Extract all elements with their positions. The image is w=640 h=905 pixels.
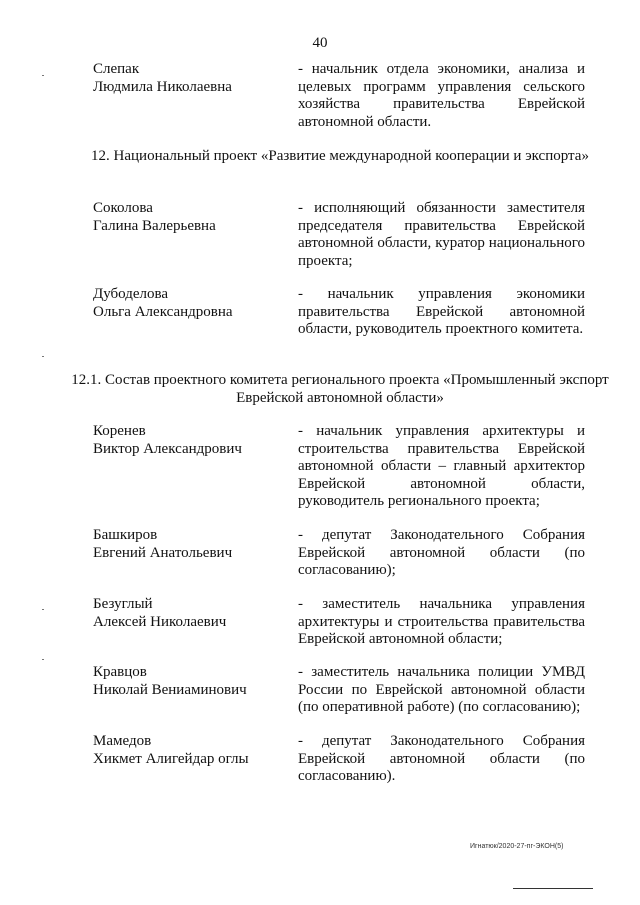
member-name xyxy=(93,200,288,235)
member-name xyxy=(93,733,288,768)
member-role: - депутат Законодательного Собрания Еврейской автономной области (по согласованию); xyxy=(298,527,585,578)
member-name xyxy=(93,423,288,458)
document-reference: Игнатюк/2020-27-пг-ЭКОН(5) xyxy=(470,843,564,850)
surname: Кравцов xyxy=(93,664,147,680)
member-name xyxy=(93,286,288,321)
given-names: Виктор Александрович xyxy=(93,440,242,457)
scan-mark xyxy=(42,659,44,660)
footer-rule xyxy=(513,888,593,889)
surname: Соколова xyxy=(93,200,153,216)
member-role: - заместитель начальника управления архитектуры и строительства правительства Еврейской автономной области; xyxy=(298,596,585,647)
section-heading: 12.1. Состав проектного комитета регионального проекта «Промышленный экспорт Еврейской автономной области» xyxy=(71,372,609,406)
section-heading: 12. Национальный проект «Развитие международной кооперации и экспорта» xyxy=(91,148,589,164)
member-role: - начальник управления архитектуры и строительства правительства Еврейской автономной области – главный архитектор Еврейской автономной области, руководитель регионального проекта; xyxy=(298,423,585,509)
member-role: - исполняющий обязанности заместителя председателя правительства Еврейской автономной области, куратор национального проекта; xyxy=(298,200,585,269)
given-names: Галина Валерьевна xyxy=(93,217,216,234)
member-name xyxy=(93,596,288,631)
given-names: Алексей Николаевич xyxy=(93,613,227,630)
member-role: - начальник отдела экономики, анализа и целевых программ управления сельского хозяйства правительства Еврейской автономной области. xyxy=(298,61,585,130)
member-role: - депутат Законодательного Собрания Еврейской автономной области (по согласованию). xyxy=(298,733,585,784)
given-names: Евгений Анатольевич xyxy=(93,544,233,561)
surname: Мамедов xyxy=(93,733,152,749)
scan-mark xyxy=(42,609,44,610)
given-names: Хикмет Алигейдар оглы xyxy=(93,750,249,767)
member-name xyxy=(93,527,288,562)
surname: Коренев xyxy=(93,423,146,439)
surname: Слепак xyxy=(93,61,140,77)
surname: Безуглый xyxy=(93,596,153,612)
given-names: Ольга Александровна xyxy=(93,303,233,320)
given-names: Николай Вениаминович xyxy=(93,681,247,698)
page-number: 40 xyxy=(312,35,328,51)
member-role: - заместитель начальника полиции УМВД России по Еврейской автономной области (по оперативной работе) (по согласованию); xyxy=(298,664,585,715)
scan-mark xyxy=(42,356,44,357)
surname: Дубоделова xyxy=(93,286,169,302)
scan-mark xyxy=(42,75,44,76)
surname: Башкиров xyxy=(93,527,158,543)
given-names: Людмила Николаевна xyxy=(93,78,232,95)
member-role: - начальник управления экономики правительства Еврейской автономной области, руководитель проектного комитета. xyxy=(298,286,585,337)
member-name xyxy=(93,61,288,96)
member-name xyxy=(93,664,288,699)
